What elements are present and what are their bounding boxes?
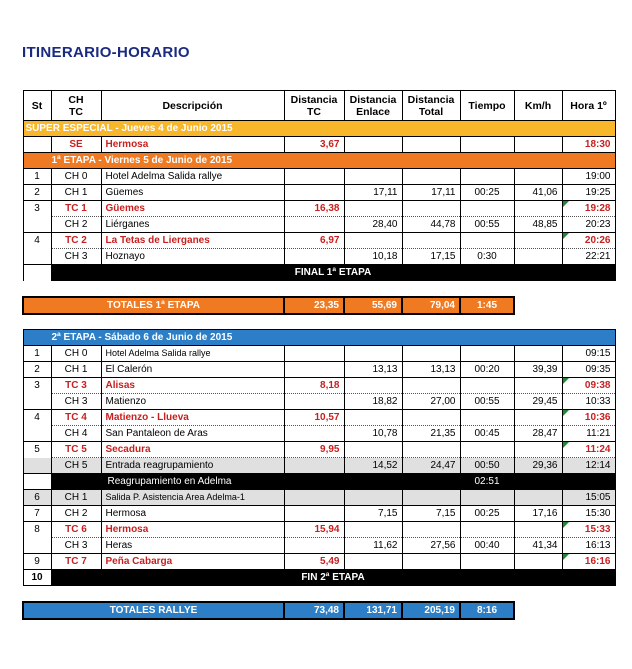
row-desc: Alisas [101,378,284,394]
row-total [402,378,460,394]
row-total [402,137,460,153]
row-desc: Hermosa [101,137,284,153]
reagrupamiento-desc: Reagrupamiento en Adelma [51,474,460,490]
row-dist-tc [284,394,344,410]
row-ch: CH 2 [51,217,101,233]
row-hora: 20:23 [562,217,615,233]
itinerary-table [22,90,616,620]
row-tiempo [460,346,514,362]
super-especial-header [23,121,615,137]
row-st: 4 [23,410,51,426]
row-total [402,233,460,249]
table-row [23,394,615,410]
row-ch: CH 0 [51,169,101,185]
row-hora: 16:16 [562,554,615,570]
table-row [23,362,615,378]
row-kmh: 41,34 [514,538,562,554]
row-kmh [514,554,562,570]
table-row [23,217,615,233]
row-st: 2 [23,362,51,378]
row-kmh [514,490,562,506]
row-ch: CH 3 [51,249,101,265]
totales-etapa1 [23,297,615,314]
row-st: 9 [23,554,51,570]
row-st: 6 [23,490,51,506]
row-kmh: 17,16 [514,506,562,522]
itinerary-table-wrapper [22,90,614,620]
row-st [23,249,51,265]
row-hora: 10:33 [562,394,615,410]
row-kmh [514,137,562,153]
final-row [23,570,615,586]
row-dist-tc: 3,67 [284,137,344,153]
row-tiempo [460,490,514,506]
row-ch: TC 7 [51,554,101,570]
row-enlace [344,233,402,249]
row-kmh: 29,45 [514,394,562,410]
row-tiempo: 00:40 [460,538,514,554]
row-dist-tc: 16,38 [284,201,344,217]
row-dist-tc [284,185,344,201]
row-dist-tc [284,217,344,233]
row-ch: CH 3 [51,538,101,554]
row-st [23,426,51,442]
row-st: 3 [23,378,51,394]
row-kmh: 41,06 [514,185,562,201]
row-dist-tc [284,169,344,185]
row-enlace [344,346,402,362]
table-row [23,249,615,265]
row-tiempo: 0:30 [460,249,514,265]
row-enlace: 17,11 [344,185,402,201]
row-total: 13,13 [402,362,460,378]
final-1-label: FINAL 1ª ETAPA [51,265,615,281]
totales-enlace: 55,69 [344,297,402,314]
header-kmh: Km/h [514,91,562,121]
page-title: ITINERARIO-HORARIO [22,44,190,61]
row-total [402,442,460,458]
row-kmh [514,249,562,265]
table-header [23,91,615,121]
reagrupamiento-row [23,474,615,490]
row-st [23,137,51,153]
totales-tc: 23,35 [284,297,344,314]
table-row [23,506,615,522]
row-tiempo [460,137,514,153]
row-enlace [344,490,402,506]
row-st: 2 [23,185,51,201]
header-distancia-total: Distancia Total [402,91,460,121]
etapa2-header [23,330,615,346]
row-kmh [514,522,562,538]
row-desc: Hermosa [101,522,284,538]
row-dist-tc: 6,97 [284,233,344,249]
row-total [402,554,460,570]
row-dist-tc [284,538,344,554]
row-tiempo [460,410,514,426]
row-tiempo: 00:55 [460,217,514,233]
table-row [23,442,615,458]
final-2-st: 10 [23,570,51,586]
header-distancia-tc: Distancia TC [284,91,344,121]
row-dist-tc: 15,94 [284,522,344,538]
row-desc: Salida P. Asistencia Area Adelma-1 [101,490,284,506]
row-dist-tc [284,249,344,265]
row-ch: TC 3 [51,378,101,394]
row-dist-tc [284,426,344,442]
table-row [23,426,615,442]
row-tiempo: 00:25 [460,506,514,522]
row-hora: 20:26 [562,233,615,249]
row-tiempo: 00:25 [460,185,514,201]
row-st: 1 [23,346,51,362]
row-tiempo: 00:50 [460,458,514,474]
row-total [402,169,460,185]
row-desc: Matienzo - Llueva [101,410,284,426]
row-enlace [344,201,402,217]
row-total: 21,35 [402,426,460,442]
table-row [23,169,615,185]
row-desc: Heras [101,538,284,554]
table-row [23,137,615,153]
row-tiempo: 00:45 [460,426,514,442]
row-tiempo [460,554,514,570]
row-tiempo [460,201,514,217]
row-tiempo: 00:20 [460,362,514,378]
row-enlace [344,442,402,458]
spacer [23,314,615,330]
table-row [23,458,615,474]
header-tiempo: Tiempo [460,91,514,121]
header-ch-tc: CH TC [51,91,101,121]
etapa1-header-label: 1ª ETAPA - Viernes 5 de Junio de 2015 [23,153,615,169]
row-ch: TC 1 [51,201,101,217]
row-enlace: 10,18 [344,249,402,265]
row-dist-tc [284,490,344,506]
row-dist-tc: 10,57 [284,410,344,426]
totales-empty [562,297,615,314]
row-total [402,201,460,217]
totales-rallye [23,602,615,619]
row-ch: CH 1 [51,362,101,378]
row-hora: 09:15 [562,346,615,362]
row-total: 7,15 [402,506,460,522]
row-total: 44,78 [402,217,460,233]
row-st [23,394,51,410]
row-kmh [514,346,562,362]
row-st: 1 [23,169,51,185]
row-st [23,538,51,554]
row-ch: TC 4 [51,410,101,426]
row-desc: Hermosa [101,506,284,522]
row-hora: 09:35 [562,362,615,378]
row-st: 8 [23,522,51,538]
totales-tc: 73,48 [284,602,344,619]
row-tiempo [460,169,514,185]
final-spacer [23,265,51,281]
row-total: 24,47 [402,458,460,474]
row-tiempo: 00:55 [460,394,514,410]
row-ch: TC 6 [51,522,101,538]
row-st [23,217,51,233]
row-desc: Hotel Adelma Salida rallye [101,169,284,185]
table-row [23,233,615,249]
reagrupamiento-spacer [23,474,51,490]
row-enlace: 13,13 [344,362,402,378]
row-ch: CH 0 [51,346,101,362]
row-total [402,522,460,538]
row-st: 7 [23,506,51,522]
row-kmh [514,201,562,217]
row-enlace [344,554,402,570]
table-row [23,554,615,570]
row-tiempo [460,233,514,249]
totales-tiempo: 8:16 [460,602,514,619]
row-total: 27,00 [402,394,460,410]
totales-label: TOTALES RALLYE [23,602,284,619]
row-dist-tc: 9,95 [284,442,344,458]
row-enlace [344,410,402,426]
header-descripcion: Descripción [101,91,284,121]
reagrupamiento-empty [514,474,615,490]
row-dist-tc [284,506,344,522]
row-ch: SE [51,137,101,153]
row-ch: CH 5 [51,458,101,474]
row-st: 4 [23,233,51,249]
row-enlace: 11,62 [344,538,402,554]
row-hora: 11:24 [562,442,615,458]
row-hora: 16:13 [562,538,615,554]
row-hora: 15:05 [562,490,615,506]
totales-label: TOTALES 1ª ETAPA [23,297,284,314]
super-especial-header-label: SUPER ESPECIAL - Jueves 4 de Junio 2015 [23,121,615,137]
header-hora: Hora 1º [562,91,615,121]
row-kmh [514,410,562,426]
table-row [23,185,615,201]
row-enlace [344,522,402,538]
row-enlace: 14,52 [344,458,402,474]
row-hora: 10:36 [562,410,615,426]
row-total: 27,56 [402,538,460,554]
row-enlace [344,169,402,185]
row-total [402,410,460,426]
row-hora: 22:21 [562,249,615,265]
row-desc: Peña Cabarga [101,554,284,570]
row-ch: TC 5 [51,442,101,458]
row-desc: El Calerón [101,362,284,378]
row-desc: Liérganes [101,217,284,233]
table-row [23,538,615,554]
row-total [402,346,460,362]
row-desc: Secadura [101,442,284,458]
row-total: 17,11 [402,185,460,201]
row-ch: CH 1 [51,185,101,201]
row-st: 5 [23,442,51,458]
row-hora: 19:25 [562,185,615,201]
row-kmh: 39,39 [514,362,562,378]
table-row [23,346,615,362]
row-dist-tc [284,362,344,378]
row-desc: La Tetas de Lierganes [101,233,284,249]
spacer [23,586,615,602]
row-enlace: 28,40 [344,217,402,233]
row-desc: Matienzo [101,394,284,410]
row-enlace [344,137,402,153]
row-kmh [514,233,562,249]
row-dist-tc [284,458,344,474]
row-hora: 11:21 [562,426,615,442]
row-kmh: 29,36 [514,458,562,474]
reagrupamiento-tiempo: 02:51 [460,474,514,490]
row-kmh [514,378,562,394]
totales-total: 79,04 [402,297,460,314]
row-hora: 15:33 [562,522,615,538]
totales-total: 205,19 [402,602,460,619]
row-ch: CH 4 [51,426,101,442]
row-tiempo [460,378,514,394]
totales-enlace: 131,71 [344,602,402,619]
etapa1-header [23,153,615,169]
row-enlace: 18,82 [344,394,402,410]
row-desc: San Pantaleon de Aras [101,426,284,442]
row-hora: 12:14 [562,458,615,474]
totales-empty [514,297,562,314]
row-st: 3 [23,201,51,217]
row-ch: CH 2 [51,506,101,522]
row-desc: Entrada reagrupamiento [101,458,284,474]
row-total [402,490,460,506]
table-row [23,410,615,426]
row-hora: 09:38 [562,378,615,394]
row-desc: Güemes [101,201,284,217]
row-kmh: 28,47 [514,426,562,442]
table-row [23,490,615,506]
row-enlace: 7,15 [344,506,402,522]
totales-tiempo: 1:45 [460,297,514,314]
spacer [23,281,615,297]
row-kmh [514,442,562,458]
row-enlace: 10,78 [344,426,402,442]
table-row [23,201,615,217]
row-kmh: 48,85 [514,217,562,233]
row-tiempo [460,442,514,458]
row-dist-tc: 5,49 [284,554,344,570]
totales-empty [514,602,562,619]
row-st [23,458,51,474]
row-enlace [344,378,402,394]
row-ch: CH 1 [51,490,101,506]
table-row [23,522,615,538]
header-distancia-enlace: Distancia Enlace [344,91,402,121]
final-2-label: FIN 2ª ETAPA [51,570,615,586]
row-ch: CH 3 [51,394,101,410]
row-hora: 18:30 [562,137,615,153]
row-hora: 15:30 [562,506,615,522]
row-dist-tc [284,346,344,362]
final-row [23,265,615,281]
row-hora: 19:00 [562,169,615,185]
row-hora: 19:28 [562,201,615,217]
row-desc: Hotel Adelma Salida rallye [101,346,284,362]
etapa2-header-label: 2ª ETAPA - Sábado 6 de Junio de 2015 [23,330,615,346]
table-row [23,378,615,394]
row-ch: TC 2 [51,233,101,249]
totales-empty [562,602,615,619]
row-desc: Güemes [101,185,284,201]
row-dist-tc: 8,18 [284,378,344,394]
row-total: 17,15 [402,249,460,265]
header-st: St [23,91,51,121]
row-desc: Hoznayo [101,249,284,265]
row-kmh [514,169,562,185]
row-tiempo [460,522,514,538]
